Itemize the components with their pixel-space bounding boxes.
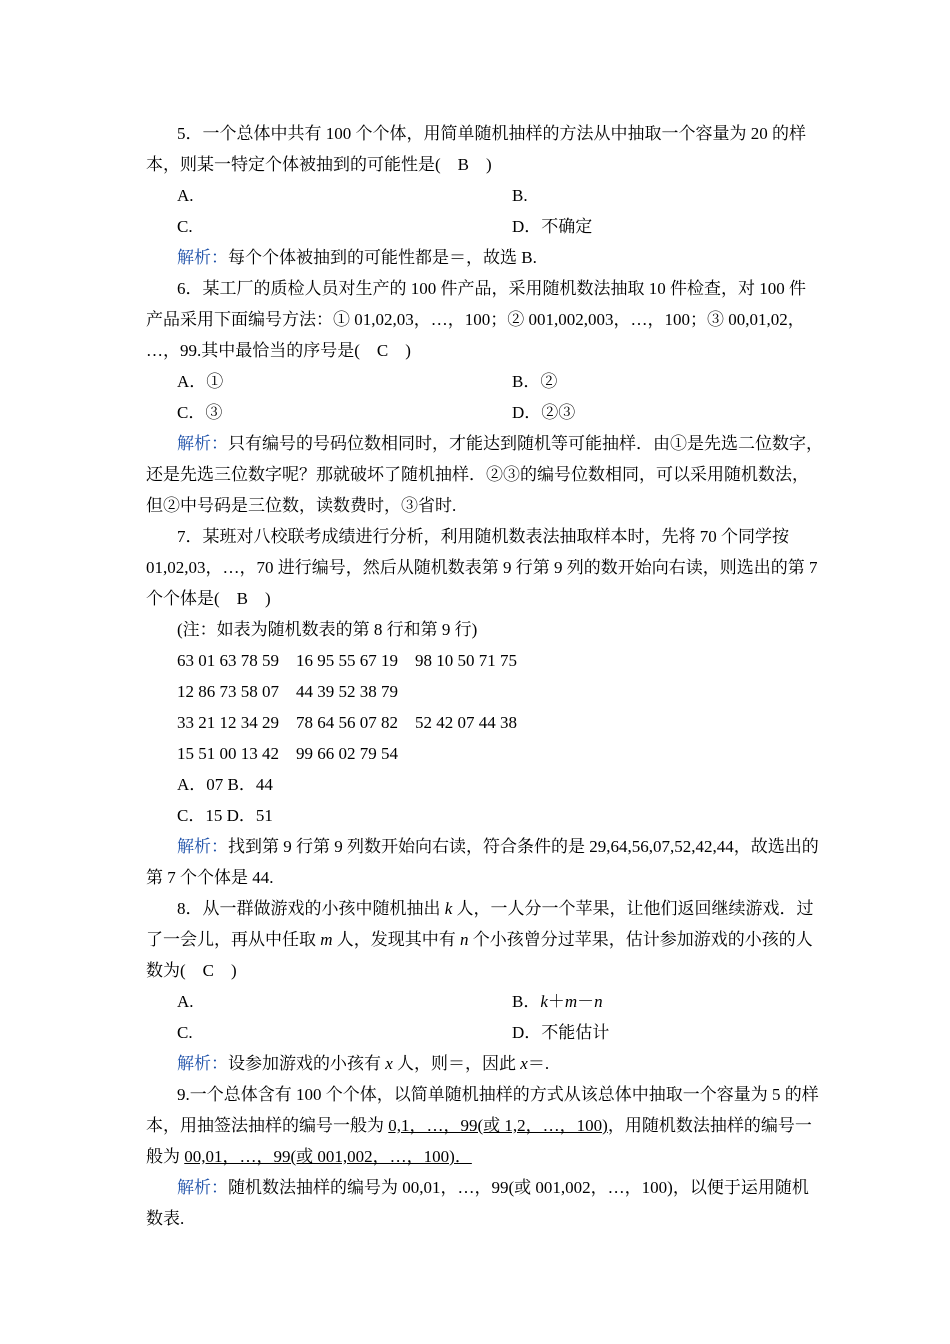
q6-solution-line1: [177, 434, 823, 454]
q9-stem-line2: 本，用抽签法抽样的编号一般为 0,1，…，99(或 1,2，…，100)，用随机数法抽样的编号一: [146, 1116, 812, 1135]
q9-solution-line2: 数表.: [146, 1209, 185, 1228]
variable-m: m: [320, 930, 333, 949]
q9-blank-answer-1: 0,1，…，99(或 1,2，…，100): [388, 1116, 608, 1135]
q8-option-b: B．k＋m－n: [512, 992, 603, 1011]
q6-option-c: C．③: [177, 403, 223, 422]
q5-stem-line1: 5．一个总体中共有 100 个个体，用简单随机抽样的方法从中抽取一个容量为 20 的样: [177, 124, 806, 143]
q9-blank-answer-2: 00,01，…，99(或 001,002，…，100)．: [184, 1147, 472, 1166]
q7-options-cd: C．15 D．51: [177, 806, 273, 825]
q8-option-c: C.: [177, 1023, 193, 1042]
q7-note: (注：如表为随机数表的第 8 行和第 9 行): [177, 620, 478, 639]
q5-stem-line2: 本，则某一特定个体被抽到的可能性是( B ): [146, 155, 492, 174]
q6-stem-line2: 产品采用下面编号方法：① 01,02,03，…，100；② 001,002,003，…，100；③ 00,01,02，: [146, 310, 805, 329]
random-table-row: 33 21 12 34 29 78 64 56 07 82 52 42 07 44 38: [177, 713, 517, 732]
q7-options-ab: A．07 B．44: [177, 775, 273, 794]
q6-stem-line1: 6．某工厂的质检人员对生产的 100 件产品，采用随机数法抽取 10 件检查，对 100 件: [177, 279, 806, 298]
q7-solution-text: 找到第 9 行第 9 列数开始向右读，符合条件的是 29,64,56,07,52,42,44，故选出的: [228, 837, 819, 856]
q7-stem-line1: 7．某班对八校联考成绩进行分析，利用随机数表法抽取样本时，先将 70 个同学按: [177, 527, 789, 546]
q5-option-b: B.: [512, 186, 528, 205]
q5-option-d: D．不确定: [512, 217, 593, 236]
random-table-row: 15 51 00 13 42 99 66 02 79 54: [177, 744, 398, 763]
q6-solution-line2: 还是先选三位数字呢？那就破坏了随机抽样．②③的编号位数相同，可以采用随机数法，: [146, 465, 809, 484]
q6-option-d: D．②③: [512, 403, 576, 422]
solution-label: 解析：: [177, 837, 228, 856]
q8-solution: 解析：设参加游戏的小孩有 x 人，则＝，因此 x＝.: [177, 1054, 550, 1073]
q6-solution-line3: 但②中号码是三位数，读数费时，③省时.: [146, 496, 457, 515]
q5-option-c: C.: [177, 217, 193, 236]
q6-option-a: A．①: [177, 372, 224, 391]
random-table-row: 12 86 73 58 07 44 39 52 38 79: [177, 682, 398, 701]
q6-stem-line3: …，99.其中最恰当的序号是( C ): [146, 341, 411, 360]
q5-option-a: A.: [177, 186, 194, 205]
q8-stem-line2: 了一会儿，再从中任取 m 人，发现其中有 n 个小孩曾分过苹果，估计参加游戏的小孩的人: [146, 930, 813, 949]
q8-option-d: D．不能估计: [512, 1023, 610, 1042]
q7-stem-line2: 01,02,03，…，70 进行编号，然后从随机数表第 9 行第 9 列的数开始向右读，则选出的第 7: [146, 558, 818, 577]
q7-solution-line1: [177, 837, 819, 857]
q6-solution-text: 只有编号的号码位数相同时，才能达到随机等可能抽样．由①是先选二位数字，: [228, 434, 823, 453]
q6-option-b: B．②: [512, 372, 558, 391]
q5-solution: [177, 248, 537, 268]
solution-label: 解析：: [177, 248, 228, 267]
solution-label: 解析：: [177, 1178, 228, 1197]
q8-stem-line3: 数为( C ): [146, 961, 237, 980]
q8-stem-line1: 8．从一群做游戏的小孩中随机抽出 k 人，一人分一个苹果，让他们返回继续游戏．过: [177, 899, 814, 918]
q5-solution-text: 每个个体被抽到的可能性都是＝，故选 B.: [228, 248, 537, 267]
variable-k: k: [444, 899, 453, 918]
q9-solution-text: 随机数法抽样的编号为 00,01，…，99(或 001,002，…，100)，以便于运用随机: [228, 1178, 809, 1197]
solution-label: 解析：: [177, 1054, 228, 1073]
q7-solution-line2: 第 7 个个体是 44.: [146, 868, 274, 887]
variable-n: n: [460, 930, 469, 949]
q7-stem-line3: 个个体是( B ): [146, 589, 271, 608]
random-table-row: 63 01 63 78 59 16 95 55 67 19 98 10 50 71 75: [177, 651, 517, 670]
q9-stem-line3: 般为 00,01，…，99(或 001,002，…，100)．: [146, 1147, 472, 1166]
solution-label: 解析：: [177, 434, 228, 453]
q9-stem-line1: 9.一个总体含有 100 个个体，以简单随机抽样的方式从该总体中抽取一个容量为 5 的样: [177, 1085, 819, 1104]
q9-solution-line1: [177, 1178, 809, 1198]
q8-option-a: A.: [177, 992, 194, 1011]
